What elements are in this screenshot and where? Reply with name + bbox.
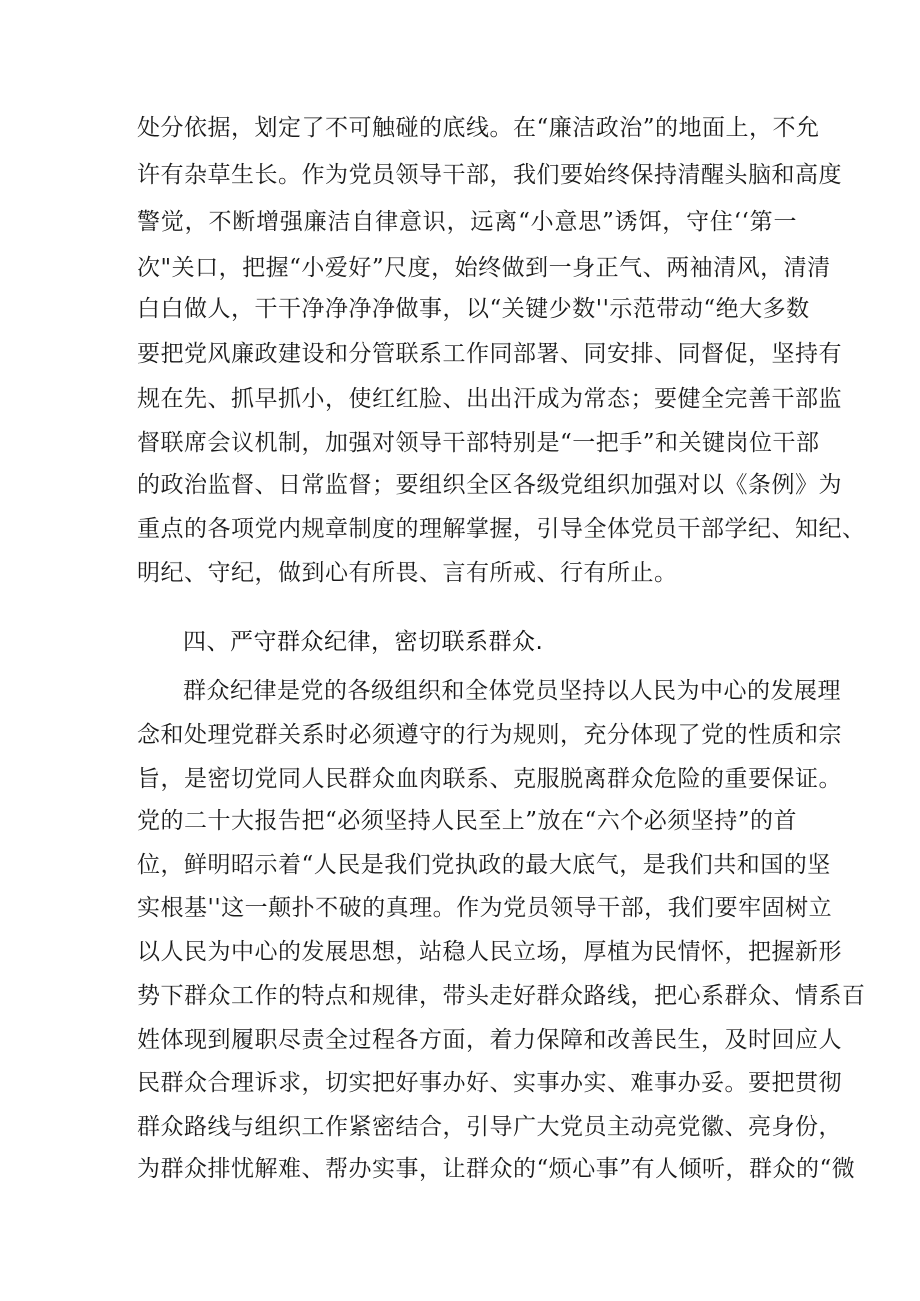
text-line: 实根基''这一颠扑不破的真理。作为党员领导干部，我们要牢固树立 xyxy=(137,895,833,921)
text-line: 姓体现到履职尽责全过程各方面，着力保障和改善民生，及时回应人 xyxy=(137,1027,842,1053)
text-line: 要把党风廉政建设和分管联系工作同部署、同安排、同督促，坚持有 xyxy=(137,341,842,367)
text-line: 次"关口，把握“小爱好”尺度，始终做到一身正气、两袖清风，清清 xyxy=(137,255,831,281)
text-line: 的政治监督、日常监督；要组织全区各级党组织加强对以《条例》为 xyxy=(137,472,842,498)
text-line: 处分依据，划定了不可触碰的底线。在“廉洁政治”的地面上，不允 xyxy=(137,115,820,141)
text-line: 党的二十大报告把“必须坚持人民至上”放在“六个必须坚持”的首 xyxy=(137,808,798,834)
text-line: 警觉，不断增强廉洁自律意识，远离“小意思”诱饵，守住‘‘第一 xyxy=(137,209,797,235)
text-line: 位，鲜明昭示着“人民是我们党执政的最大底气，是我们共和国的坚 xyxy=(137,852,831,878)
section-heading: 四、严守群众纪律，密切联系群众. xyxy=(183,629,544,655)
text-line: 旨，是密切党同人民群众血肉联系、克服脱离群众危险的重要保证。 xyxy=(137,766,842,792)
text-line: 群众路线与组织工作紧密结合，引导广大党员主动亮党徽、亮身份， xyxy=(137,1114,842,1140)
text-line: 民群众合理诉求，切实把好事办好、实事办实、难事办妥。要把贯彻 xyxy=(137,1070,842,1096)
text-line: 督联席会议机制，加强对领导干部特别是“一把手”和关键岗位干部 xyxy=(137,430,820,456)
text-line: 规在先、抓早抓小，使红红脸、出出汗成为常态；要健全完善干部监 xyxy=(137,386,842,412)
text-line: 重点的各项党内规章制度的理解掌握，引导全体党员干部学纪、知纪、 xyxy=(137,516,866,542)
text-line: 群众纪律是党的各级组织和全体党员坚持以人民为中心的发展理 xyxy=(183,678,841,704)
text-line: 以人民为中心的发展思想，站稳人民立场，厚植为民情怀，把握新形 xyxy=(137,939,842,965)
text-line: 白白做人，干干净净净净做事，以“关键少数''示范带动“绝大多数 xyxy=(137,296,810,322)
text-line: 为群众排忧解难、帮办实事，让群众的“烦心事”有人倾听，群众的“微 xyxy=(137,1156,856,1182)
text-line: 念和处理党群关系时必须遵守的行为规则，充分体现了党的性质和宗 xyxy=(137,722,842,748)
text-line: 势下群众工作的特点和规律，带头走好群众路线，把心系群众、情系百 xyxy=(137,983,866,1009)
text-line: 许有杂草生长。作为党员领导干部，我们要始终保持清醒头脑和高度 xyxy=(137,162,842,188)
text-line: 明纪、守纪，做到心有所畏、言有所戒、行有所止。 xyxy=(137,560,678,586)
